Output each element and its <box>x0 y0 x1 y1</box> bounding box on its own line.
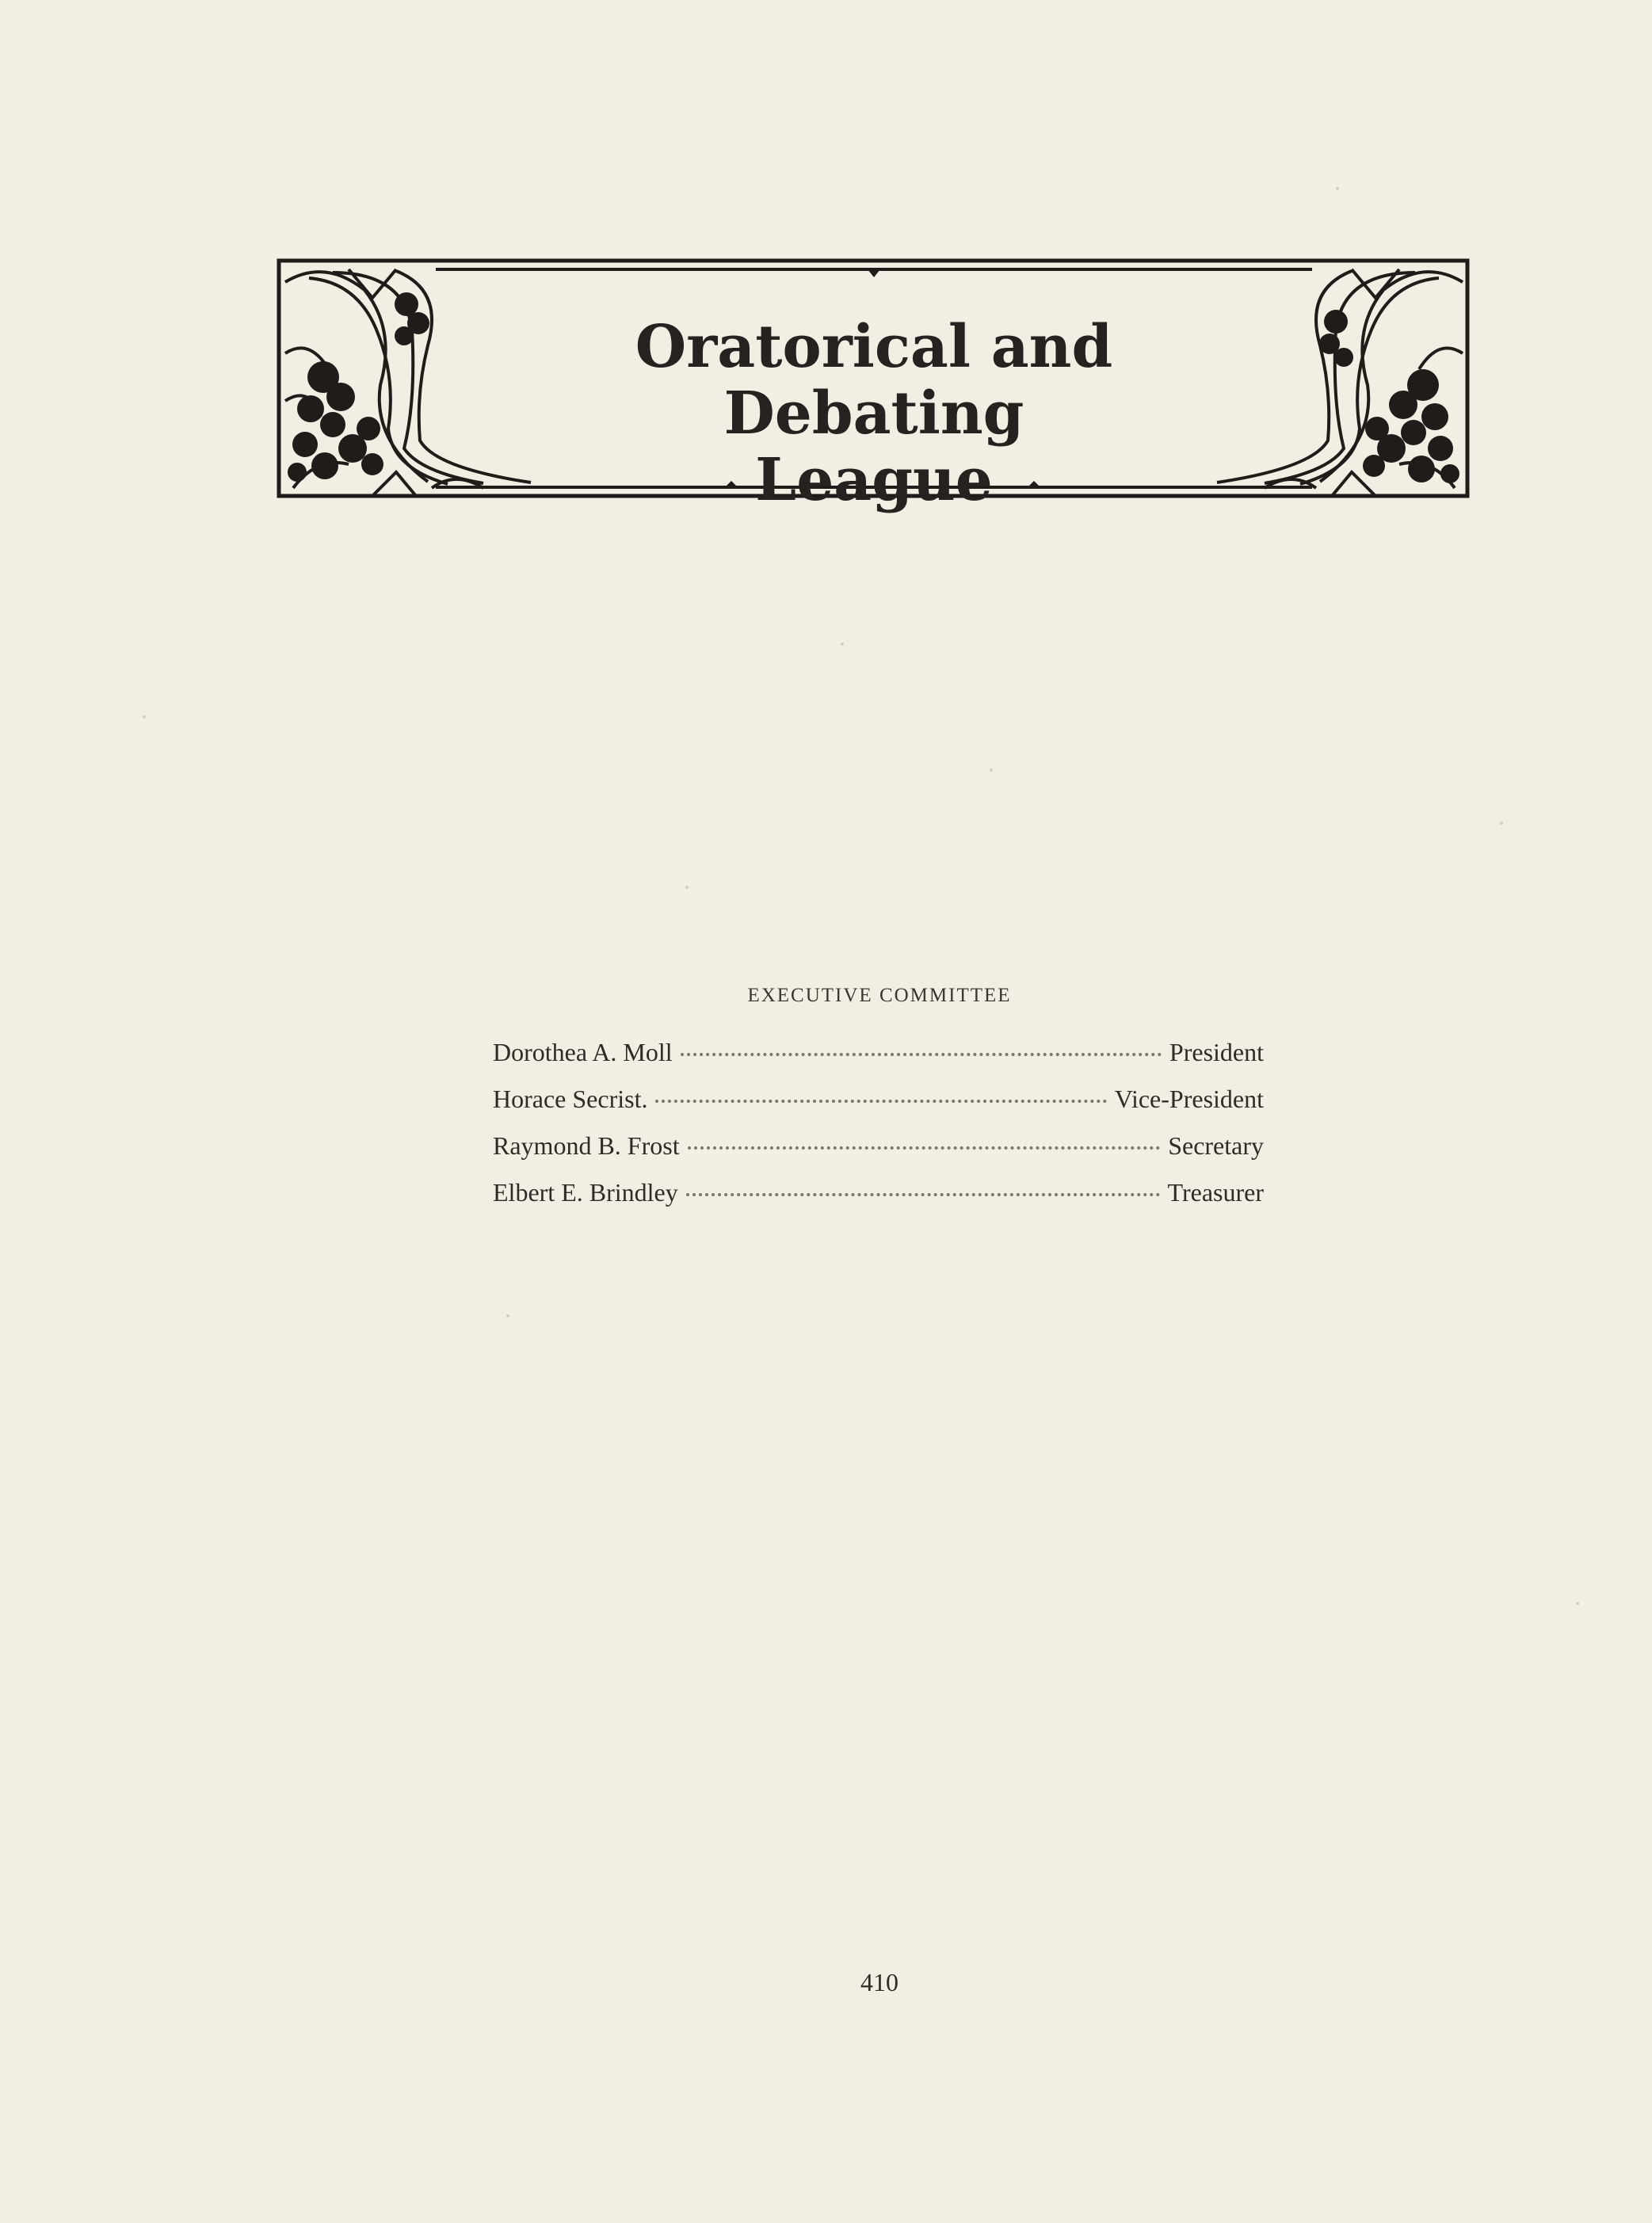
officer-list <box>493 1038 1264 1225</box>
officer-role: Secretary <box>1168 1131 1264 1160</box>
paper-speck <box>990 768 993 772</box>
dot-leader <box>688 1146 1161 1150</box>
page-number: 410 <box>860 1968 898 1996</box>
paper-speck <box>143 715 146 719</box>
paper-speck <box>1500 822 1503 825</box>
officer-role: Vice-President <box>1114 1085 1264 1113</box>
dot-leader <box>655 1100 1106 1103</box>
officer-row <box>493 1085 1264 1131</box>
title-line-2: League <box>755 446 993 514</box>
dot-leader <box>686 1193 1160 1196</box>
paper-speck <box>841 642 844 646</box>
officer-name: Dorothea A. Moll <box>493 1038 673 1066</box>
paper-speck <box>685 886 689 889</box>
paper-speck <box>506 1314 509 1317</box>
title-banner <box>277 258 1471 514</box>
title-line-1: Oratorical and Debating <box>635 313 1113 448</box>
committee-heading: EXECUTIVE COMMITTEE <box>747 985 1012 1006</box>
officer-role: President <box>1169 1038 1264 1066</box>
dot-leader <box>681 1053 1162 1056</box>
officer-name: Elbert E. Brindley <box>493 1178 678 1207</box>
officer-row <box>493 1038 1264 1085</box>
officer-name: Raymond B. Frost <box>493 1131 680 1160</box>
officer-name: Horace Secrist. <box>493 1085 648 1113</box>
officer-row <box>493 1131 1264 1178</box>
paper-speck <box>1336 187 1339 190</box>
paper-speck <box>1576 1602 1579 1605</box>
officer-row <box>493 1178 1264 1225</box>
page-title <box>515 314 1233 513</box>
officer-role: Treasurer <box>1167 1178 1264 1207</box>
